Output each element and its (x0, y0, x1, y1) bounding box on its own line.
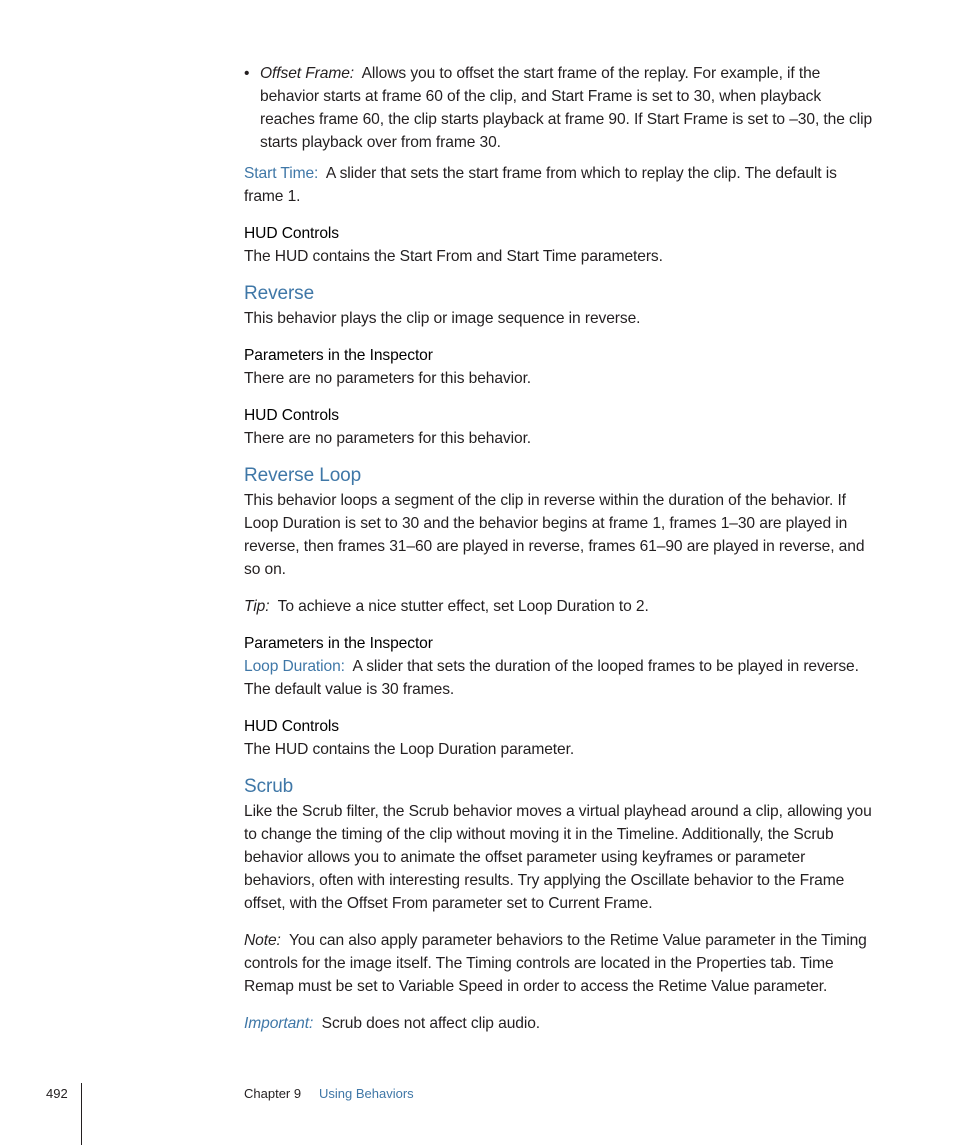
loop-duration-text: A slider that sets the duration of the looped frames to be played in reverse. The default value is 30 frames. (244, 658, 859, 698)
loop-duration-lead: Loop Duration: (244, 658, 345, 675)
bullet-mark: • (244, 65, 250, 82)
hud-controls-heading-1: HUD Controls (244, 225, 339, 242)
important-lead: Important: (244, 1015, 314, 1032)
reverse-loop-hud-text: The HUD contains the Loop Duration parameter. (244, 741, 575, 758)
reverse-loop-intro: This behavior loops a segment of the clip in reverse within the duration of the behavior. If Loop Duration is set to 30 and the behavior begins at frame 1, frames 1–30 are played in reverse, then frames 31–60 are played in reverse, frames 61–90 are played in reverse, and so on. (244, 492, 865, 578)
scrub-note (244, 929, 876, 998)
reverse-hud-heading: HUD Controls (244, 407, 339, 424)
start-time-text: A slider that sets the start frame from which to replay the clip. The default is frame 1. (244, 165, 837, 205)
reverse-loop-hud-heading: HUD Controls (244, 718, 339, 735)
reverse-intro: This behavior plays the clip or image sequence in reverse. (244, 310, 641, 327)
reverse-hud-text: There are no parameters for this behavior. (244, 430, 532, 447)
bullet-text: Allows you to offset the start frame of the replay. For example, if the behavior starts at frame 60 of the clip, and Start Frame is set to 30, when playback reaches frame 60, the clip starts playback at frame 90. If Start Frame is set to –30, the clip starts playback over from frame 30. (260, 65, 873, 151)
loop-duration-paragraph (244, 655, 876, 701)
bullet-offset-frame (244, 62, 876, 154)
hud-controls-text-1: The HUD contains the Start From and Start Time parameters. (244, 248, 663, 265)
reverse-loop-tip (244, 595, 876, 618)
section-title-reverse: Reverse (244, 283, 315, 304)
section-title-reverse-loop: Reverse Loop (244, 465, 362, 486)
reverse-params-heading: Parameters in the Inspector (244, 347, 433, 364)
page-number: 492 (46, 1086, 68, 1101)
note-text: You can also apply parameter behaviors to the Retime Value parameter in the Timing controls for the image itself. The Timing controls are located in the Properties tab. Time Remap must be set to Variable Speed in order to access the Retime Value parameter. (244, 932, 867, 995)
start-time-paragraph (244, 162, 876, 208)
note-lead: Note: (244, 932, 281, 949)
start-time-lead: Start Time: (244, 165, 319, 182)
page-content (244, 62, 876, 1049)
tip-text: To achieve a nice stutter effect, set Loop Duration to 2. (277, 598, 649, 615)
footer-chapter-title: Using Behaviors (319, 1086, 414, 1101)
scrub-important (244, 1012, 876, 1035)
bullet-lead: Offset Frame: (260, 65, 355, 82)
footer-divider (81, 1083, 82, 1145)
footer-chapter: Chapter 9 (244, 1086, 302, 1101)
section-title-scrub: Scrub (244, 776, 294, 797)
important-text: Scrub does not affect clip audio. (321, 1015, 541, 1032)
tip-lead: Tip: (244, 598, 270, 615)
reverse-loop-params-heading: Parameters in the Inspector (244, 635, 433, 652)
scrub-intro: Like the Scrub filter, the Scrub behavior moves a virtual playhead around a clip, allowing you to change the timing of the clip without moving it in the Timeline. Additionally, the Scrub behavior allows you to animate the offset parameter using keyframes or parameter behaviors, often with interesting results. Try applying the Oscillate behavior to the Frame offset, with the Offset From parameter set to Current Frame. (244, 803, 872, 912)
reverse-params-text: There are no parameters for this behavior. (244, 370, 532, 387)
